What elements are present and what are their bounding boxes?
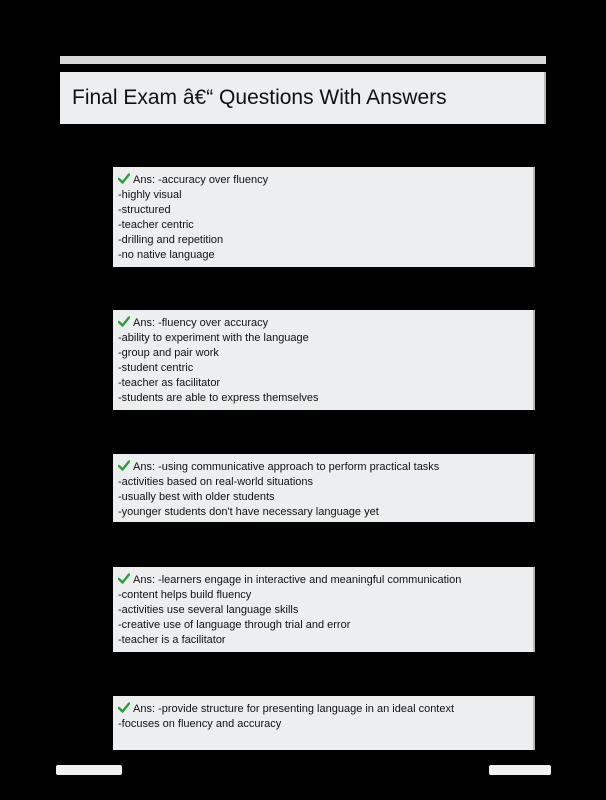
answer-first-point: -fluency over accuracy	[158, 317, 269, 329]
check-icon	[118, 173, 130, 184]
answer-box-2	[113, 310, 535, 410]
answer-first-point: -using communicative approach to perform practical tasks	[158, 461, 440, 473]
title-box	[60, 72, 546, 124]
answer-line: -usually best with older students	[118, 491, 275, 503]
answer-first-point: -provide structure for presenting language in an ideal context	[158, 703, 455, 715]
answer-line	[118, 573, 529, 588]
answer-line: -drilling and repetition	[118, 234, 224, 246]
answer-line	[118, 702, 529, 717]
answer-box-4	[113, 567, 535, 652]
answer-line: -creative use of language through trial and error	[118, 619, 351, 631]
answer-line: -highly visual	[118, 189, 182, 201]
answer-line: -activities based on real-world situations	[118, 476, 314, 488]
check-icon	[118, 702, 130, 713]
answer-prefix: Ans:	[133, 703, 159, 715]
answer-line: -structured	[118, 204, 171, 216]
answer-line	[118, 316, 529, 331]
answer-first-point: -accuracy over fluency	[158, 174, 269, 186]
answer-line: -teacher as facilitator	[118, 377, 221, 389]
answer-line: -no native language	[118, 249, 215, 261]
answer-line: -student centric	[118, 362, 194, 374]
answer-line	[118, 460, 529, 475]
answer-line: -content helps build fluency	[118, 589, 252, 601]
answer-line: -students are able to express themselves	[118, 392, 319, 404]
footer-right-blurred	[489, 765, 551, 775]
footer-left-blurred	[56, 765, 122, 775]
page-title: Final Exam â€“ Questions With Answers	[72, 86, 447, 109]
answer-line: -ability to experiment with the language	[118, 332, 309, 344]
top-rule	[60, 56, 546, 64]
answer-line: -teacher centric	[118, 219, 194, 231]
check-icon	[118, 573, 130, 584]
answer-box-5	[113, 696, 535, 750]
answer-prefix: Ans:	[133, 574, 159, 586]
check-icon	[118, 316, 130, 327]
answer-first-point: -learners engage in interactive and meaningful communication	[158, 574, 462, 586]
answer-line: -younger students don't have necessary language yet	[118, 506, 379, 518]
answer-prefix: Ans:	[133, 174, 159, 186]
answer-prefix: Ans:	[133, 317, 159, 329]
answer-line: -group and pair work	[118, 347, 219, 359]
answer-line	[118, 173, 529, 188]
answer-line: -teacher is a facilitator	[118, 634, 226, 646]
answer-line: -focuses on fluency and accuracy	[118, 718, 282, 730]
answer-prefix: Ans:	[133, 461, 159, 473]
check-icon	[118, 460, 130, 471]
answer-line: -activities use several language skills	[118, 604, 299, 616]
answer-box-3	[113, 454, 535, 522]
answer-box-1	[113, 167, 535, 267]
